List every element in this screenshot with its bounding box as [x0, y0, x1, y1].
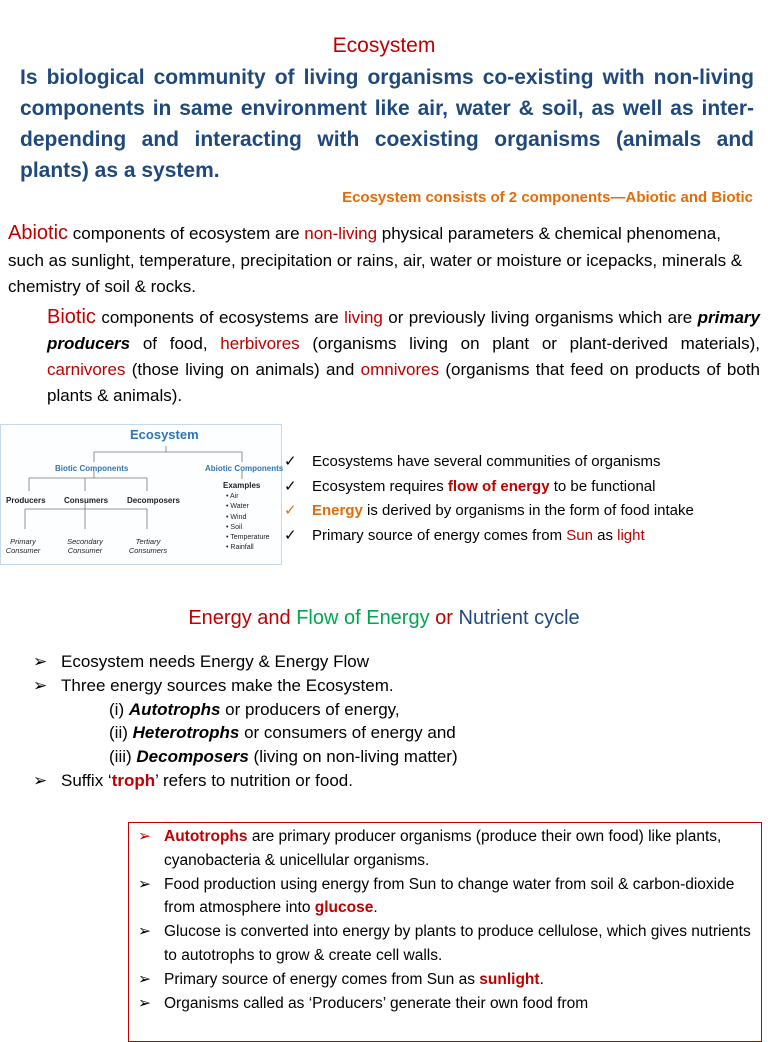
autotrophs-list	[129, 823, 761, 1015]
diagram-example: • Air	[226, 493, 239, 500]
diagram-example: • Soil	[226, 523, 243, 531]
list-item: ✓ Energy is derived by organisms in the form of food intake	[284, 499, 694, 524]
list-item: ➢ Suffix ‘troph’ refers to nutrition or food.	[33, 769, 458, 793]
biotic-term: Biotic	[47, 306, 96, 328]
diagram-primary-consumer: Primary Consumer	[5, 537, 41, 555]
light-term: light	[617, 526, 645, 544]
list-item: ✓ Ecosystems have several communities of organisms	[284, 450, 694, 475]
components-subtitle: Ecosystem consists of 2 components—Abiotic and Biotic	[342, 189, 753, 206]
autotrophs-term: Autotrophs	[164, 828, 248, 845]
diagram-examples-list	[226, 492, 270, 554]
diagram-example: • Water	[226, 503, 249, 511]
arrow-bullet-icon: ➢	[138, 970, 151, 988]
biotic-text-5: (those living on animals) and	[125, 360, 361, 379]
list-item: ✓ Primary source of energy comes from Sun as light	[284, 524, 694, 549]
diagram-secondary-consumer: Secondary Consumer	[67, 537, 103, 555]
check-icon: ✓	[284, 526, 297, 544]
check-icon: ✓	[284, 453, 297, 470]
abiotic-text-2: physical parameters & chemical phenomena, such as sunlight, temperature, precipitation or rains, air, water or moisture or icepacks, minerals & chemistry of soil & rocks.	[8, 224, 743, 296]
biotic-text-3: of food,	[130, 334, 221, 353]
troph-term: troph	[111, 770, 156, 790]
biotic-text-2: or previously living organisms which are	[382, 308, 698, 327]
list-item: (ii) Heterotrophs or consumers of energy and	[109, 723, 456, 743]
primary-producers-term: primary producers	[47, 308, 760, 353]
abiotic-term: Abiotic	[8, 222, 69, 244]
glucose-term: glucose	[314, 899, 374, 917]
check-icon: ✓	[284, 477, 297, 495]
biotic-text-4: (organisms living on plant or plant-derived materials),	[299, 334, 760, 353]
sunlight-term: sunlight	[479, 970, 540, 988]
diagram-producers: Producers	[6, 496, 46, 505]
diagram-consumers: Consumers	[64, 496, 109, 505]
list-item: ➢ Three energy sources make the Ecosystem.	[33, 674, 458, 698]
arrow-bullet-icon: ➢	[33, 652, 48, 671]
sun-term: Sun	[566, 526, 593, 544]
page-title: Ecosystem	[332, 34, 436, 57]
arrow-bullet-icon: ➢	[33, 675, 48, 695]
list-item: ➢ Organisms called as ‘Producers’ generate their own food from	[138, 992, 761, 1016]
check-icon: ✓	[284, 502, 297, 520]
omnivores-term: omnivores	[360, 360, 440, 379]
diagram-tertiary-consumers: Tertiary Consumers	[128, 537, 168, 555]
diagram-example: • Rainfall	[226, 544, 254, 552]
arrow-bullet-icon: ➢	[33, 770, 48, 790]
list-item: ➢ Primary source of energy comes from Sun as sunlight.	[138, 968, 761, 992]
list-item: ➢ Autotrophs are primary producer organisms (produce their own food) like plants, cyanobacteria & unicellular organisms.	[138, 825, 761, 873]
non-living-term: non-living	[304, 224, 378, 243]
list-item: (iii) Decomposers (living on non-living matter)	[109, 747, 458, 767]
ecosystem-definition: Is biological community of living organisms co-existing with non-living components in same environment like air, water & soil, as well as inter-depending and interacting with coexisting organisms (animals and plants) as a system.	[20, 66, 754, 182]
arrow-bullet-icon: ➢	[138, 923, 151, 941]
diagram-decomposers: Decomposers	[127, 496, 180, 505]
list-item: (i) Autotrophs or producers of energy,	[109, 699, 400, 719]
list-item: ➢ Food production using energy from Sun to change water from soil & carbon-dioxide from atmosphere into glucose.	[138, 873, 761, 921]
diagram-abiotic-label: Abiotic Components	[205, 464, 284, 473]
abiotic-paragraph	[8, 220, 753, 301]
ecosystem-facts-list	[284, 450, 694, 548]
diagram-example: • Temperature	[226, 534, 270, 542]
arrow-bullet-icon: ➢	[138, 994, 151, 1012]
biotic-text-1: components of ecosystems are	[95, 308, 345, 327]
diagram-examples-label: Examples	[223, 481, 261, 490]
carnivores-term: carnivores	[47, 360, 126, 379]
autotrophs-box	[128, 822, 762, 1042]
diagram-title: Ecosystem	[130, 427, 199, 442]
abiotic-text-1: components of ecosystem are	[68, 224, 305, 243]
energy-term: Energy	[312, 502, 363, 520]
diagram-example: • Wind	[226, 513, 247, 521]
energy-heading: Energy and Flow of Energy or Nutrient cycle	[188, 607, 580, 629]
flow-of-energy-term: flow of energy	[447, 477, 550, 495]
biotic-paragraph	[47, 304, 760, 409]
ecosystem-diagram	[0, 424, 282, 565]
living-term: living	[344, 308, 383, 327]
list-item: ➢ Ecosystem needs Energy & Energy Flow	[33, 650, 458, 674]
diagram-biotic-label: Biotic Components	[55, 464, 129, 473]
list-item: ➢ Glucose is converted into energy by plants to produce cellulose, which gives nutrients to autotrophs to grow & create cell walls.	[138, 920, 761, 968]
arrow-bullet-icon: ➢	[138, 875, 151, 893]
energy-sources-list	[33, 650, 458, 793]
herbivores-term: herbivores	[220, 334, 300, 353]
arrow-bullet-icon: ➢	[138, 828, 151, 845]
list-item: ✓ Ecosystem requires flow of energy to be functional	[284, 475, 694, 500]
biotic-text-6: (organisms that feed on products of both plants & animals).	[47, 360, 760, 405]
